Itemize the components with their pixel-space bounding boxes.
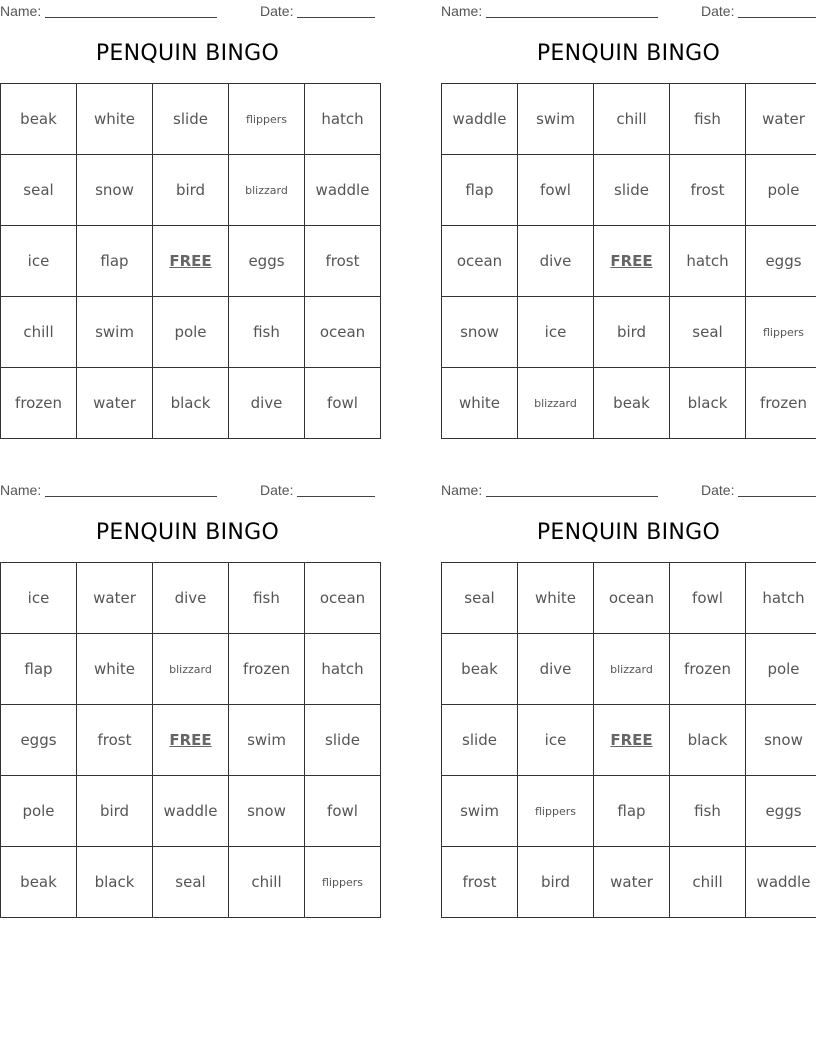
- bingo-cell: flap: [594, 776, 670, 847]
- bingo-cell: flippers: [518, 776, 594, 847]
- bingo-cell: seal: [153, 847, 229, 918]
- bingo-cell: flippers: [305, 847, 381, 918]
- bingo-cell: fish: [229, 563, 305, 634]
- date-blank-line: [297, 17, 375, 18]
- name-blank-line: [45, 496, 217, 497]
- bingo-cell: dive: [518, 634, 594, 705]
- card-title: PENQUIN BINGO: [95, 41, 280, 66]
- name-blank-line: [486, 496, 658, 497]
- bingo-cell: blizzard: [229, 155, 305, 226]
- card-title: PENQUIN BINGO: [536, 520, 721, 545]
- bingo-cell: frozen: [670, 634, 746, 705]
- bingo-cell: seal: [442, 563, 518, 634]
- bingo-row: [1, 563, 381, 634]
- bingo-cell: swim: [229, 705, 305, 776]
- bingo-cell: waddle: [746, 847, 816, 918]
- bingo-grid: [0, 83, 381, 439]
- date-blank-line: [297, 496, 375, 497]
- bingo-grid: [441, 83, 816, 439]
- date-blank-line: [738, 17, 816, 18]
- name-label: Name:: [441, 3, 483, 19]
- bingo-cell: hatch: [746, 563, 816, 634]
- bingo-cell: slide: [594, 155, 670, 226]
- bingo-cell: waddle: [305, 155, 381, 226]
- bingo-cell: water: [746, 84, 816, 155]
- bingo-cell: pole: [746, 155, 816, 226]
- bingo-row: [1, 226, 381, 297]
- bingo-cell: white: [518, 563, 594, 634]
- name-blank-line: [486, 17, 658, 18]
- bingo-cell: black: [153, 368, 229, 439]
- bingo-cell: flap: [1, 634, 77, 705]
- free-space-cell: FREE: [594, 226, 670, 297]
- bingo-cell: frost: [77, 705, 153, 776]
- bingo-cell: flap: [442, 155, 518, 226]
- bingo-cell: chill: [670, 847, 746, 918]
- bingo-row: [1, 84, 381, 155]
- bingo-cell: flippers: [746, 297, 816, 368]
- bingo-cell: fowl: [305, 776, 381, 847]
- bingo-cell: ocean: [594, 563, 670, 634]
- name-blank-line: [45, 17, 217, 18]
- bingo-cell: frost: [670, 155, 746, 226]
- bingo-cell: ocean: [305, 297, 381, 368]
- bingo-cell: dive: [229, 368, 305, 439]
- bingo-cell: water: [594, 847, 670, 918]
- bingo-cell: snow: [77, 155, 153, 226]
- free-space-cell: FREE: [153, 705, 229, 776]
- bingo-cell: pole: [153, 297, 229, 368]
- bingo-row: [1, 776, 381, 847]
- bingo-cell: chill: [229, 847, 305, 918]
- bingo-cell: frozen: [1, 368, 77, 439]
- bingo-cell: white: [77, 84, 153, 155]
- bingo-cell: ocean: [442, 226, 518, 297]
- bingo-cell: eggs: [229, 226, 305, 297]
- bingo-cell: eggs: [1, 705, 77, 776]
- bingo-cell: fish: [670, 84, 746, 155]
- bingo-cell: pole: [1, 776, 77, 847]
- bingo-cell: fish: [229, 297, 305, 368]
- date-label: Date:: [701, 3, 735, 19]
- name-date-header: [441, 480, 816, 500]
- bingo-cell: fowl: [518, 155, 594, 226]
- name-label: Name:: [0, 482, 42, 498]
- bingo-cell: eggs: [746, 776, 816, 847]
- name-label: Name:: [441, 482, 483, 498]
- bingo-row: [442, 368, 816, 439]
- bingo-cell: fowl: [670, 563, 746, 634]
- bingo-cell: white: [442, 368, 518, 439]
- bingo-cell: beak: [594, 368, 670, 439]
- bingo-cell: snow: [746, 705, 816, 776]
- bingo-cell: eggs: [746, 226, 816, 297]
- bingo-cell: slide: [442, 705, 518, 776]
- name-date-header: [0, 1, 375, 21]
- free-space-cell: FREE: [594, 705, 670, 776]
- bingo-row: [1, 297, 381, 368]
- bingo-cell: snow: [442, 297, 518, 368]
- bingo-cell: hatch: [670, 226, 746, 297]
- bingo-cell: bird: [77, 776, 153, 847]
- bingo-row: [1, 847, 381, 918]
- bingo-cell: frozen: [746, 368, 816, 439]
- bingo-cell: ocean: [305, 563, 381, 634]
- bingo-cell: water: [77, 368, 153, 439]
- bingo-cell: seal: [1, 155, 77, 226]
- bingo-cell: dive: [518, 226, 594, 297]
- bingo-row: [1, 634, 381, 705]
- bingo-cell: white: [77, 634, 153, 705]
- bingo-cell: bird: [153, 155, 229, 226]
- bingo-cell: frost: [305, 226, 381, 297]
- bingo-cell: fowl: [305, 368, 381, 439]
- bingo-cell: blizzard: [518, 368, 594, 439]
- bingo-cell: beak: [1, 84, 77, 155]
- bingo-cell: beak: [1, 847, 77, 918]
- date-label: Date:: [260, 3, 294, 19]
- bingo-cell: bird: [594, 297, 670, 368]
- bingo-cell: ice: [518, 297, 594, 368]
- bingo-cell: pole: [746, 634, 816, 705]
- bingo-cell: black: [670, 368, 746, 439]
- bingo-cell: hatch: [305, 84, 381, 155]
- date-label: Date:: [701, 482, 735, 498]
- bingo-cell: ice: [1, 226, 77, 297]
- bingo-row: [442, 634, 816, 705]
- bingo-cell: black: [670, 705, 746, 776]
- bingo-cell: black: [77, 847, 153, 918]
- bingo-cell: swim: [77, 297, 153, 368]
- bingo-cell: blizzard: [153, 634, 229, 705]
- bingo-grid: [0, 562, 381, 918]
- date-blank-line: [738, 496, 816, 497]
- bingo-cell: blizzard: [594, 634, 670, 705]
- bingo-cell: ice: [518, 705, 594, 776]
- bingo-row: [442, 155, 816, 226]
- bingo-cell: flippers: [229, 84, 305, 155]
- bingo-cell: swim: [442, 776, 518, 847]
- bingo-row: [1, 155, 381, 226]
- bingo-cell: dive: [153, 563, 229, 634]
- bingo-cell: chill: [1, 297, 77, 368]
- bingo-cell: seal: [670, 297, 746, 368]
- bingo-grid: [441, 562, 816, 918]
- bingo-cell: waddle: [442, 84, 518, 155]
- free-space-cell: FREE: [153, 226, 229, 297]
- card-title: PENQUIN BINGO: [95, 520, 280, 545]
- bingo-row: [1, 705, 381, 776]
- bingo-row: [1, 368, 381, 439]
- bingo-row: [442, 84, 816, 155]
- bingo-row: [442, 705, 816, 776]
- date-label: Date:: [260, 482, 294, 498]
- bingo-row: [442, 297, 816, 368]
- name-date-header: [441, 1, 816, 21]
- name-date-header: [0, 480, 375, 500]
- bingo-cell: flap: [77, 226, 153, 297]
- bingo-row: [442, 847, 816, 918]
- bingo-cell: bird: [518, 847, 594, 918]
- bingo-cell: slide: [305, 705, 381, 776]
- bingo-row: [442, 563, 816, 634]
- bingo-cell: hatch: [305, 634, 381, 705]
- bingo-cell: snow: [229, 776, 305, 847]
- bingo-cell: frozen: [229, 634, 305, 705]
- bingo-cell: beak: [442, 634, 518, 705]
- name-label: Name:: [0, 3, 42, 19]
- bingo-cell: water: [77, 563, 153, 634]
- bingo-row: [442, 226, 816, 297]
- bingo-row: [442, 776, 816, 847]
- bingo-cell: slide: [153, 84, 229, 155]
- bingo-cell: waddle: [153, 776, 229, 847]
- bingo-cell: frost: [442, 847, 518, 918]
- bingo-cell: ice: [1, 563, 77, 634]
- bingo-cell: chill: [594, 84, 670, 155]
- bingo-cell: fish: [670, 776, 746, 847]
- bingo-cell: swim: [518, 84, 594, 155]
- card-title: PENQUIN BINGO: [536, 41, 721, 66]
